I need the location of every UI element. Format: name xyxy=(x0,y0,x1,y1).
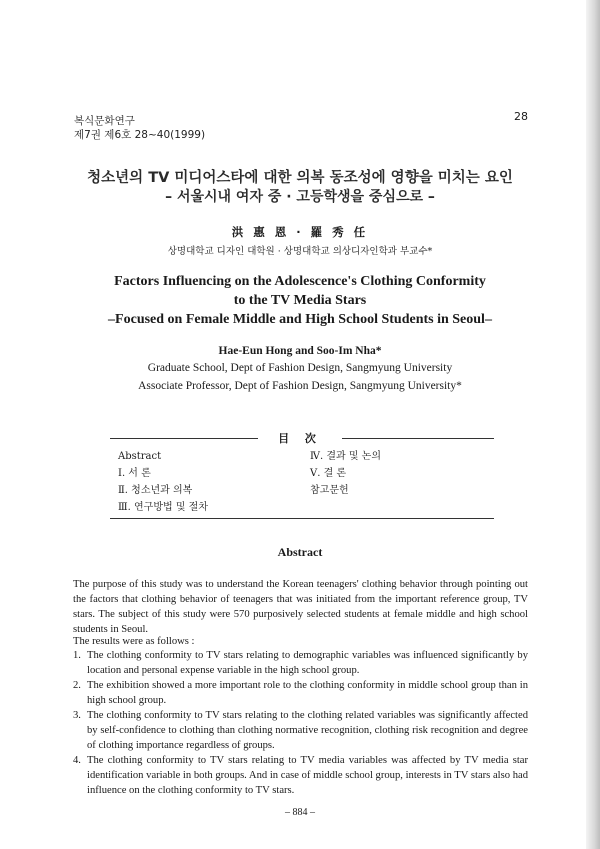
list-number: 2. xyxy=(73,680,81,691)
korean-title-line2: – 서울시내 여자 중 · 고등학생을 중심으로 – xyxy=(165,189,435,205)
list-number: 4. xyxy=(73,755,81,766)
list-text: The clothing conformity to TV stars relating to demographic variables was influenced significantly by location and personal expense variable in the high school group. xyxy=(87,650,528,676)
journal-volume: 제7권 제6호 28~40(1999) xyxy=(74,129,206,141)
english-title-line2: to the TV Media Stars xyxy=(233,293,367,308)
toc-item: 참고문헌 xyxy=(310,485,349,496)
english-authors: Hae-Eun Hong and Soo-Im Nha* xyxy=(218,345,382,357)
results-list xyxy=(73,648,528,798)
list-item xyxy=(73,753,528,798)
list-number: 1. xyxy=(73,650,81,661)
journal-header xyxy=(74,114,205,142)
page-number: 28 xyxy=(514,110,528,123)
korean-authors: 洪 惠 恩 · 羅 秀 任 xyxy=(231,225,369,239)
english-title-line1: Factors Influencing on the Adolescence's Clothing Conformity xyxy=(114,274,486,289)
toc-item: Ⅲ. 연구방법 및 절차 xyxy=(118,502,208,513)
toc-right-column xyxy=(310,448,381,499)
journal-name: 복식문화연구 xyxy=(74,115,135,127)
table-of-contents xyxy=(110,432,494,519)
toc-item: Ⅴ. 결 론 xyxy=(310,468,347,479)
korean-affiliation: 상명대학교 디자인 대학원 · 상명대학교 의상디자인학과 부교수* xyxy=(167,246,433,257)
toc-rule-left xyxy=(110,438,258,439)
toc-left-column xyxy=(118,448,208,516)
list-item xyxy=(73,708,528,753)
page-footer: – 884 – xyxy=(285,807,315,818)
toc-item: Abstract xyxy=(118,451,162,462)
english-affiliation-line2: Associate Professor, Dept of Fashion Design, Sangmyung University* xyxy=(138,380,462,392)
toc-item: Ⅰ. 서 론 xyxy=(118,468,151,479)
list-number: 3. xyxy=(73,710,81,721)
english-affiliation-line1: Graduate School, Dept of Fashion Design, Sangmyung University xyxy=(147,362,453,374)
english-title-line3: –Focused on Female Middle and High School Students in Seoul– xyxy=(108,312,492,327)
toc-rule-right xyxy=(342,438,494,439)
abstract-paragraph: The purpose of this study was to understand the Korean teenagers' clothing behavior through pointing out the factors that clothing behavior of teenagers that was initiated from the important reference group, TV stars. The subject of this study were 570 purposively selected students at female middle and high school students in Seoul. xyxy=(73,579,528,635)
list-item xyxy=(73,678,528,708)
results-intro: The results were as follows : xyxy=(73,636,195,647)
scan-edge-shadow xyxy=(586,0,600,849)
list-text: The exhibition showed a more important role to the clothing conformity in middle school group than in high school group. xyxy=(87,680,528,706)
list-text: The clothing conformity to TV stars relating to TV media variables was affected by TV media star identification variable in both groups. And in case of middle school group, interests in TV stars also had influence on the clothing conformity to TV stars. xyxy=(87,755,528,796)
toc-item: Ⅱ. 청소년과 의복 xyxy=(118,485,193,496)
korean-title-line1: 청소년의 TV 미디어스타에 대한 의복 동조성에 영향을 미치는 요인 xyxy=(87,170,513,186)
list-item xyxy=(73,648,528,678)
toc-title: 目 次 xyxy=(278,432,322,445)
list-text: The clothing conformity to TV stars relating to the clothing related variables was significantly affected by self-confidence to clothing than clothing normative recognition, clothing risk recognition and degree of clothing importance regardless of groups. xyxy=(87,710,528,751)
abstract-heading: Abstract xyxy=(277,545,323,559)
toc-item: Ⅳ. 결과 및 논의 xyxy=(310,451,382,462)
